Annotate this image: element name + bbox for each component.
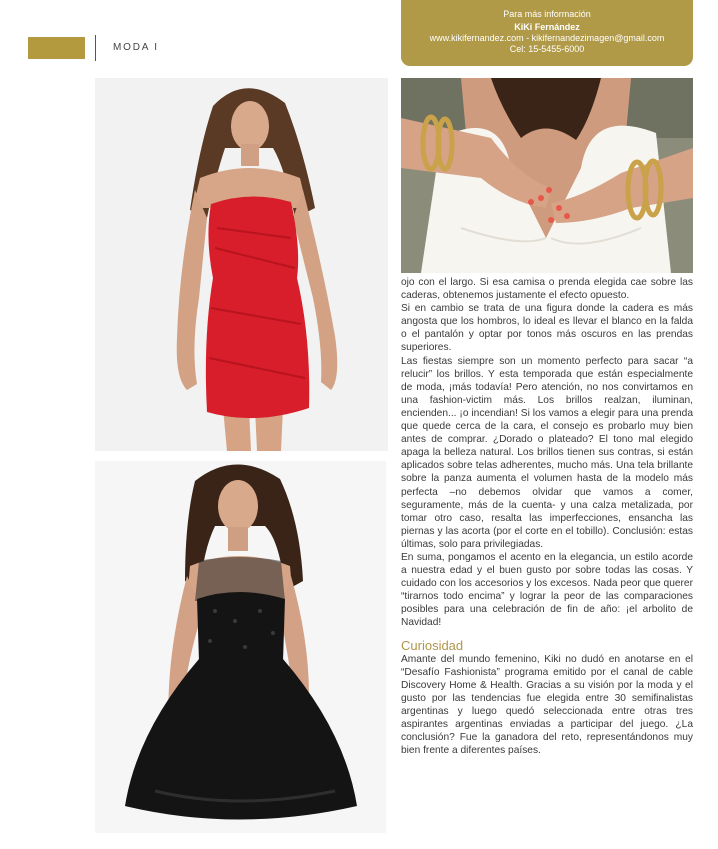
info-contacts: www.kikifernandez.com - kikifernandezimagen@gmail.com [429,33,665,43]
article-paragraph: Si en cambio se trata de una figura donde la cadera es más angosta que los hombros, lo ideal es llevar el blanco en la falda o el pantalón y optar por tonos más oscuros en las prendas superiores. [401,303,693,354]
curiosity-subhead: Curiosidad [401,637,464,653]
info-phone: Cel: 15-5455-6000 [509,44,585,54]
section-color-tab [28,37,85,59]
article-body [401,276,693,757]
red-dress-photo [95,78,388,451]
info-name: KiKi Fernández [514,22,580,32]
contact-info-box [401,0,693,66]
info-title: Para más información [503,9,591,19]
section-label: MODA I [113,42,159,53]
article-paragraph: Las fiestas siempre son un momento perfecto para sacar “a relucir” los brillos. Y esta temporada que están especialmente de moda, ¡más todavía! Pero atención, no nos convirtamos en una fashion-victim más. Los brillos realzan, iluminan, encienden... ¡o incendian! Si los vamos a elegir para una prenda que quede cerca de la cara, el consejo es probarlo muy bien antes de comprar. ¿Dorado o plateado? El tono mal elegido apaga la belleza natural. Los brillos tienen sus contras, si están aplicados sobre telas adherentes, mucho más. Una tela brillante sobre la panza aumenta el volumen hasta de la modelo más perfecta –no debemos olvidar que vamos a comer, seguramente, más de la cuenta- y una calza metalizada, por tomar otro caso, resalta las imperfecciones, ensancha las piernas y las acorta (por el corte en el tobillo). Conclusión: estas últimas, solo para privilegiadas. [401,355,693,550]
white-dress-back-photo [401,78,693,273]
curiosity-paragraph: Amante del mundo femenino, Kiki no dudó en anotarse en el “Desafío Fashionista” programa emitido por el canal de cable Discovery Home & Health. Gracias a su visión por la moda y el gusto por las tendencias fue elegida entre 30 semifinalistas argentinas y luego quedó seleccionada entre otras tres aspirantes argentinas enviadas a participar del juego. ¿La conclusión? Fue la ganadora del reto, representándonos muy bien frente a diferentes países. [401,653,693,757]
black-dress-photo [95,461,386,833]
article-paragraph: En suma, pongamos el acento en la elegancia, un estilo acorde a nuestra edad y el buen gusto por sobre todas las cosas. Y cuidado con los accesorios y los excesos. Nada peor que querer “tirarnos todo encima” y lograr la peor de las comparaciones posibles para una celebración de fin de año: ¡el arbolito de Navidad! [401,551,693,629]
header-divider [95,35,96,61]
article-paragraph: ojo con el largo. Si esa camisa o prenda elegida cae sobre las caderas, obtenemos justamente el efecto opuesto. [401,277,693,302]
